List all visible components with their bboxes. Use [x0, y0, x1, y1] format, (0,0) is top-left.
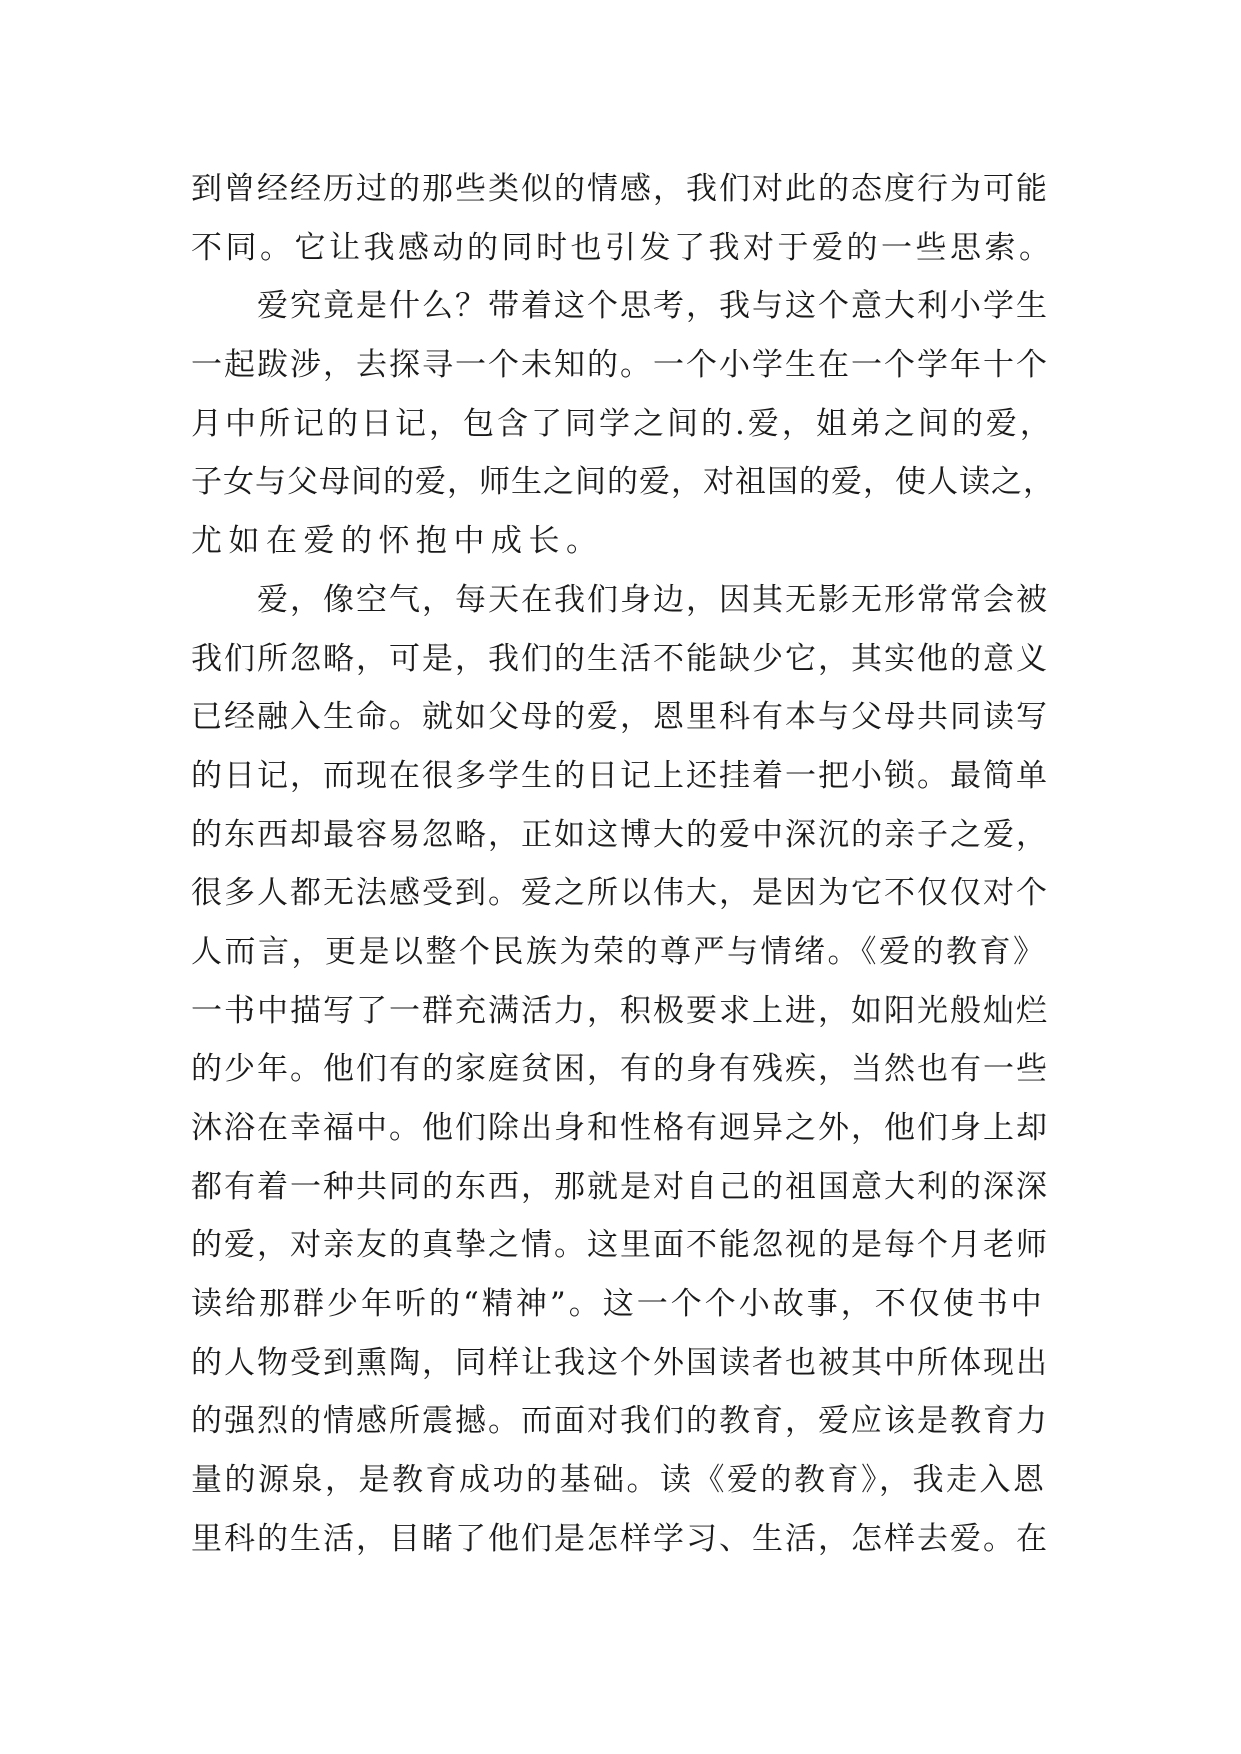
text-line: 都有着一种共同的东西，那就是对自己的祖国意大利的深深 — [191, 1168, 1049, 1205]
text-line: 一起跋涉，去探寻一个未知的。一个小学生在一个学年十个 — [191, 347, 1049, 384]
text-line: 量的源泉，是教育成功的基础。读《爱的教育》，我走入恩 — [191, 1462, 1047, 1499]
text-line: 尤如在爱的怀抱中成长。 — [191, 523, 604, 560]
paragraph-start-line: 爱究竟是什么？带着这个思考，我与这个意大利小学生 — [257, 288, 1049, 325]
text-line: 的人物受到熏陶，同样让我这个外国读者也被其中所体现出 — [191, 1344, 1049, 1381]
text-line: 的强烈的情感所震撼。而面对我们的教育，爱应该是教育力 — [191, 1403, 1049, 1440]
text-line: 人而言，更是以整个民族为荣的尊严与情绪。《爱的教育》 — [191, 933, 1047, 970]
text-line: 一书中描写了一群充满活力，积极要求上进，如阳光般灿烂 — [191, 992, 1049, 1029]
text-line: 的东西却最容易忽略，正如这博大的爱中深沉的亲子之爱， — [191, 816, 1049, 853]
text-line: 的爱，对亲友的真挚之情。这里面不能忽视的是每个月老师 — [191, 1227, 1049, 1264]
text-line: 读给那群少年听的“精神”。这一个个小故事，不仅使书中 — [191, 1286, 1045, 1323]
text-line: 我们所忽略，可是，我们的生活不能缺少它，其实他的意义 — [191, 640, 1049, 677]
text-line: 子女与父母间的爱，师生之间的爱，对祖国的爱，使人读之， — [191, 464, 1055, 501]
text-line: 不同。它让我感动的同时也引发了我对于爱的一些思索。 — [191, 229, 1054, 266]
body-text — [191, 160, 1057, 1569]
text-line: 沐浴在幸福中。他们除出身和性格有迥异之外，他们身上却 — [191, 1110, 1049, 1146]
text-line: 里科的生活，目睹了他们是怎样学习、生活，怎样去爱。在 — [191, 1520, 1049, 1557]
text-line: 的少年。他们有的家庭贫困，有的身有残疾，当然也有一些 — [191, 1051, 1049, 1088]
text-line: 月中所记的日记，包含了同学之间的.爱，姐弟之间的爱， — [191, 405, 1054, 442]
text-line: 已经融入生命。就如父母的爱，恩里科有本与父母共同读写 — [191, 699, 1049, 736]
text-line: 的日记，而现在很多学生的日记上还挂着一把小锁。最简单 — [191, 757, 1049, 794]
paragraph-start-line: 爱，像空气，每天在我们身边，因其无影无形常常会被 — [257, 581, 1049, 618]
text-line: 到曾经经历过的那些类似的情感，我们对此的态度行为可能 — [191, 171, 1049, 207]
text-line: 很多人都无法感受到。爱之所以伟大，是因为它不仅仅对个 — [191, 875, 1049, 912]
